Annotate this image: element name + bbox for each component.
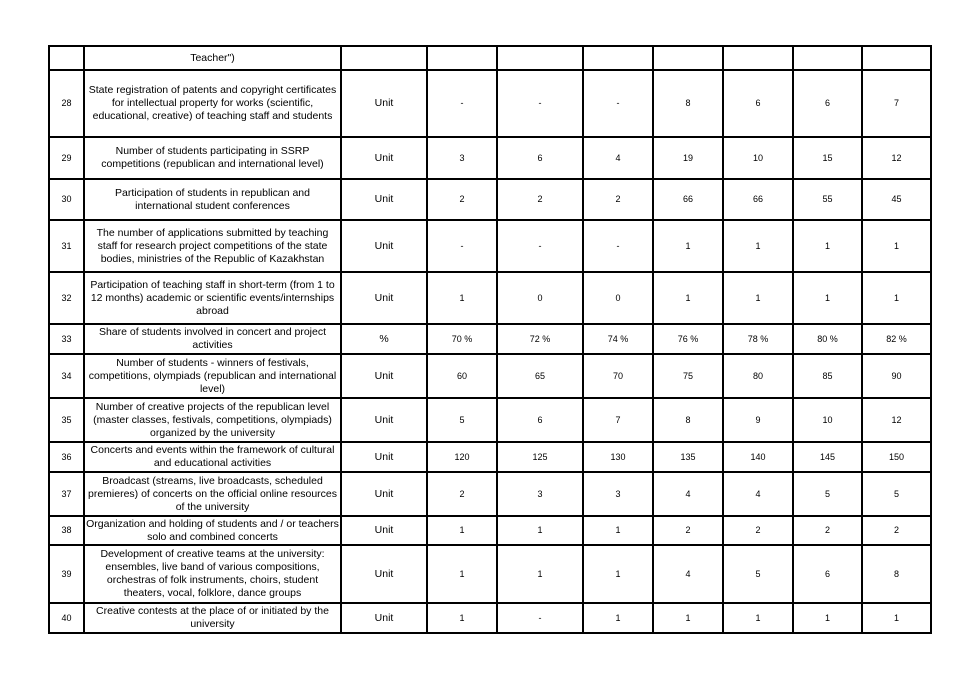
unit-cell: Unit: [341, 472, 427, 516]
value-cell: 5: [427, 398, 497, 442]
value-cell: -: [497, 603, 583, 633]
value-cell: [583, 46, 653, 70]
indicator-name: Participation of students in republican and international student conferences: [84, 179, 341, 220]
value-cell: 1: [583, 516, 653, 545]
indicator-name: Number of students participating in SSRP competitions (republican and international level): [84, 137, 341, 179]
table-row: [49, 472, 931, 516]
table-row: [49, 354, 931, 398]
value-cell: 145: [793, 442, 862, 472]
value-cell: 12: [862, 398, 931, 442]
value-cell: 70: [583, 354, 653, 398]
value-cell: 2: [427, 179, 497, 220]
value-cell: 4: [653, 472, 723, 516]
table-body: [49, 46, 931, 633]
unit-cell: %: [341, 324, 427, 354]
indicator-name: Number of students - winners of festivals, competitions, olympiads (republican and international level): [84, 354, 341, 398]
table-row: [49, 516, 931, 545]
value-cell: 5: [793, 472, 862, 516]
value-cell: 8: [862, 545, 931, 603]
value-cell: 6: [723, 70, 793, 137]
value-cell: 2: [583, 179, 653, 220]
value-cell: 1: [497, 516, 583, 545]
value-cell: 7: [862, 70, 931, 137]
value-cell: 1: [723, 272, 793, 324]
row-number: 32: [49, 272, 84, 324]
indicator-name: Organization and holding of students and / or teachers solo and combined concerts: [84, 516, 341, 545]
row-number: 38: [49, 516, 84, 545]
unit-cell: Unit: [341, 137, 427, 179]
value-cell: -: [497, 70, 583, 137]
value-cell: 75: [653, 354, 723, 398]
value-cell: 120: [427, 442, 497, 472]
table-row: [49, 272, 931, 324]
value-cell: 0: [583, 272, 653, 324]
value-cell: 5: [723, 545, 793, 603]
indicator-name: Concerts and events within the framework of cultural and educational activities: [84, 442, 341, 472]
unit-cell: [341, 46, 427, 70]
value-cell: 2: [653, 516, 723, 545]
value-cell: 3: [583, 472, 653, 516]
value-cell: 1: [427, 272, 497, 324]
value-cell: 1: [653, 220, 723, 272]
value-cell: 140: [723, 442, 793, 472]
row-number: 40: [49, 603, 84, 633]
value-cell: 1: [723, 603, 793, 633]
value-cell: [497, 46, 583, 70]
indicator-name: Participation of teaching staff in short-term (from 1 to 12 months) academic or scientific events/internships abroad: [84, 272, 341, 324]
table-row: [49, 545, 931, 603]
row-number: [49, 46, 84, 70]
table-row: [49, 46, 931, 70]
value-cell: 85: [793, 354, 862, 398]
row-number: 36: [49, 442, 84, 472]
value-cell: -: [427, 220, 497, 272]
value-cell: 4: [723, 472, 793, 516]
value-cell: 1: [862, 272, 931, 324]
indicator-name: Development of creative teams at the university: ensembles, live band of various compositions, orchestras of folk instruments, choirs, student theaters, vocal, folklore, dance groups: [84, 545, 341, 603]
value-cell: 1: [583, 603, 653, 633]
value-cell: 2: [497, 179, 583, 220]
table-row: [49, 70, 931, 137]
table-row: [49, 179, 931, 220]
value-cell: 76 %: [653, 324, 723, 354]
value-cell: 2: [427, 472, 497, 516]
indicator-name: Teacher"): [84, 46, 341, 70]
value-cell: 1: [862, 603, 931, 633]
value-cell: 8: [653, 398, 723, 442]
value-cell: -: [497, 220, 583, 272]
value-cell: [793, 46, 862, 70]
table-row: [49, 603, 931, 633]
value-cell: 1: [653, 272, 723, 324]
unit-cell: Unit: [341, 70, 427, 137]
value-cell: 19: [653, 137, 723, 179]
value-cell: 3: [497, 472, 583, 516]
value-cell: 9: [723, 398, 793, 442]
value-cell: 8: [653, 70, 723, 137]
table-row: [49, 137, 931, 179]
value-cell: 45: [862, 179, 931, 220]
value-cell: [862, 46, 931, 70]
row-number: 37: [49, 472, 84, 516]
value-cell: 6: [793, 70, 862, 137]
row-number: 34: [49, 354, 84, 398]
value-cell: 1: [427, 603, 497, 633]
table-row: [49, 324, 931, 354]
value-cell: 2: [793, 516, 862, 545]
value-cell: 1: [497, 545, 583, 603]
unit-cell: Unit: [341, 545, 427, 603]
value-cell: 10: [793, 398, 862, 442]
value-cell: 2: [723, 516, 793, 545]
value-cell: 5: [862, 472, 931, 516]
value-cell: 72 %: [497, 324, 583, 354]
value-cell: 66: [723, 179, 793, 220]
value-cell: 135: [653, 442, 723, 472]
unit-cell: Unit: [341, 179, 427, 220]
value-cell: 125: [497, 442, 583, 472]
indicator-name: State registration of patents and copyright certificates for intellectual property for works (scientific, educational, creative) of teaching staff and students: [84, 70, 341, 137]
value-cell: 150: [862, 442, 931, 472]
value-cell: 15: [793, 137, 862, 179]
row-number: 35: [49, 398, 84, 442]
indicator-name: Share of students involved in concert and project activities: [84, 324, 341, 354]
value-cell: -: [583, 70, 653, 137]
row-number: 33: [49, 324, 84, 354]
unit-cell: Unit: [341, 442, 427, 472]
value-cell: 80 %: [793, 324, 862, 354]
value-cell: 1: [427, 516, 497, 545]
value-cell: 1: [427, 545, 497, 603]
row-number: 28: [49, 70, 84, 137]
value-cell: 1: [583, 545, 653, 603]
value-cell: 1: [793, 272, 862, 324]
value-cell: 70 %: [427, 324, 497, 354]
value-cell: 3: [427, 137, 497, 179]
indicator-name: Number of creative projects of the republican level (master classes, festivals, competitions, olympiads) organized by the university: [84, 398, 341, 442]
indicators-table: [48, 45, 932, 634]
value-cell: 1: [862, 220, 931, 272]
value-cell: 6: [793, 545, 862, 603]
value-cell: 12: [862, 137, 931, 179]
unit-cell: Unit: [341, 603, 427, 633]
unit-cell: Unit: [341, 220, 427, 272]
value-cell: 65: [497, 354, 583, 398]
value-cell: 1: [653, 603, 723, 633]
table-row: [49, 220, 931, 272]
unit-cell: Unit: [341, 398, 427, 442]
value-cell: -: [427, 70, 497, 137]
unit-cell: Unit: [341, 516, 427, 545]
value-cell: 82 %: [862, 324, 931, 354]
value-cell: 2: [862, 516, 931, 545]
value-cell: 1: [793, 603, 862, 633]
table-row: [49, 442, 931, 472]
value-cell: 0: [497, 272, 583, 324]
value-cell: 4: [583, 137, 653, 179]
value-cell: 66: [653, 179, 723, 220]
value-cell: 60: [427, 354, 497, 398]
indicator-name: Creative contests at the place of or initiated by the university: [84, 603, 341, 633]
value-cell: [427, 46, 497, 70]
value-cell: 4: [653, 545, 723, 603]
value-cell: 130: [583, 442, 653, 472]
value-cell: [723, 46, 793, 70]
unit-cell: Unit: [341, 354, 427, 398]
row-number: 39: [49, 545, 84, 603]
table-row: [49, 398, 931, 442]
value-cell: 10: [723, 137, 793, 179]
value-cell: 1: [723, 220, 793, 272]
value-cell: 6: [497, 137, 583, 179]
unit-cell: Unit: [341, 272, 427, 324]
row-number: 30: [49, 179, 84, 220]
value-cell: 78 %: [723, 324, 793, 354]
value-cell: 1: [793, 220, 862, 272]
row-number: 31: [49, 220, 84, 272]
value-cell: 74 %: [583, 324, 653, 354]
indicator-name: The number of applications submitted by teaching staff for research project competitions of the state bodies, ministries of the Republic of Kazakhstan: [84, 220, 341, 272]
indicator-name: Broadcast (streams, live broadcasts, scheduled premieres) of concerts on the official online resources of the university: [84, 472, 341, 516]
value-cell: -: [583, 220, 653, 272]
row-number: 29: [49, 137, 84, 179]
value-cell: [653, 46, 723, 70]
value-cell: 55: [793, 179, 862, 220]
value-cell: 80: [723, 354, 793, 398]
value-cell: 90: [862, 354, 931, 398]
value-cell: 7: [583, 398, 653, 442]
value-cell: 6: [497, 398, 583, 442]
